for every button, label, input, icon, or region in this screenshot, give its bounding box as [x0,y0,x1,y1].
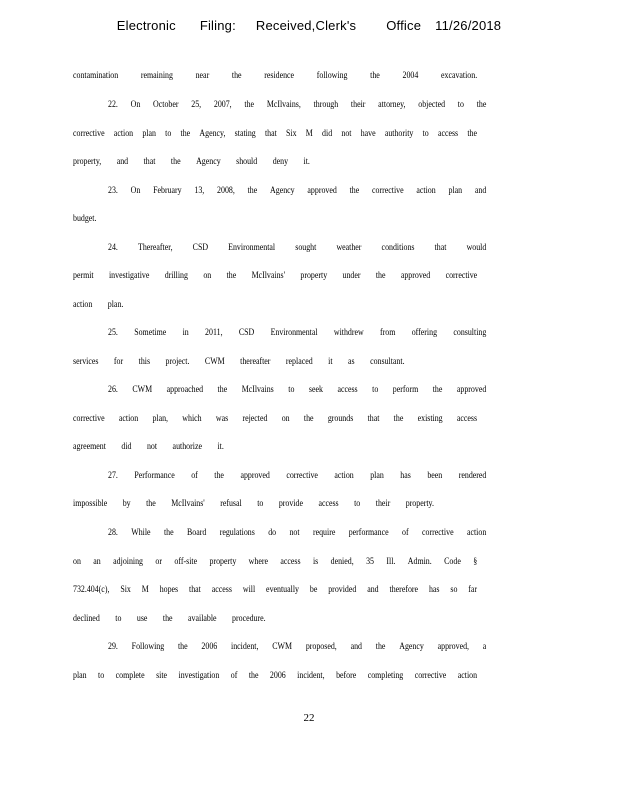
text-line [73,356,477,366]
word: offering [411,327,438,337]
text-line [73,213,477,223]
word: access [211,584,232,594]
word: 2008, [217,185,235,195]
word: existing [417,413,443,423]
word: CSD [192,242,209,252]
word: approved [400,270,431,280]
word: was [215,413,229,423]
word: and [367,584,379,594]
word: the [177,641,188,651]
word: approved [456,384,487,394]
word: that [367,413,380,423]
word: the [247,185,258,195]
word: 23. [108,185,118,195]
word: require [312,527,336,537]
word: action [334,470,354,480]
text-line [73,70,477,80]
word: 22. [108,99,118,109]
text-line [73,299,477,309]
word: Environmental [270,327,318,337]
word: to [115,613,122,623]
word: and [350,641,362,651]
word: the [231,70,242,80]
word: and [474,185,487,195]
word: will [242,584,256,594]
word: corrective [421,527,454,537]
word: property [300,270,328,280]
word: have [360,128,376,138]
text-line [73,270,477,280]
word: attorney, [378,99,406,109]
word: action [466,527,487,537]
word: 24. [108,242,118,252]
word: authority [384,128,414,138]
text-line [108,384,486,394]
word: the [248,670,259,680]
word: plan, [152,413,169,423]
word: replaced [285,356,313,366]
word: to [422,128,429,138]
word: of [191,470,198,480]
word: action [457,670,478,680]
word: the [393,413,404,423]
word: refusal [220,498,242,508]
word: Six [120,584,131,594]
text-line [73,441,477,451]
word: hopes [159,584,179,594]
word: access [280,556,301,566]
word: 29. [108,641,118,651]
word: rendered [458,470,487,480]
word: the [146,498,156,508]
word: declined [73,613,100,623]
word: Agency [196,156,221,166]
word: the [476,99,487,109]
word: adjoining [113,556,144,566]
word: access [456,413,478,423]
word: access [318,498,339,508]
word: authorize [172,441,202,451]
word: in [182,327,189,337]
text-line [108,527,486,537]
text-line [73,584,477,594]
word: corrective [73,413,105,423]
word: budget. [73,213,97,223]
word: 28. [108,527,118,537]
word: objected [418,99,446,109]
word: McIlvains' [171,498,205,508]
word: incident, [231,641,259,651]
word: of [402,527,409,537]
word: CWM [132,384,153,394]
word: 25. [108,327,118,337]
word: investigation [178,670,220,680]
word: the [303,413,314,423]
header-word-filing: Filing: [199,18,236,33]
word: 732.404(c), [73,584,110,594]
word: 13, [194,185,205,195]
word: the [217,384,228,394]
text-line [108,99,486,109]
word: project. [165,356,190,366]
word: therefore [389,584,419,594]
word: plan [370,470,384,480]
word: McIlvains [241,384,274,394]
word: as [348,356,355,366]
word: on [203,270,212,280]
word: near [195,70,210,80]
word: approved, [437,641,469,651]
word: the [226,270,237,280]
word: did [121,441,132,451]
word: corrective [414,670,447,680]
word: by [122,498,131,508]
word: proposed, [305,641,337,651]
word: the [349,185,360,195]
word: that [189,584,201,594]
word: Agency, [199,128,226,138]
word: corrective [372,185,404,195]
word: under [342,270,361,280]
word: remaining [140,70,173,80]
word: far [468,584,478,594]
word: approved [307,185,337,195]
word: Six [286,128,297,138]
word: that [434,242,447,252]
word: been [427,470,443,480]
word: M [141,584,149,594]
word: 27. [108,470,118,480]
word: 2004 [402,70,419,80]
text-line [73,156,477,166]
word: regulations [219,527,255,537]
word: off-site [174,556,198,566]
word: not [146,441,158,451]
word: property. [405,498,434,508]
word: not [289,527,300,537]
word: where [248,556,268,566]
word: through [313,99,339,109]
word: CWM [272,641,293,651]
word: consultant. [370,356,405,366]
word: corrective [445,270,478,280]
text-line [73,413,477,423]
word: 35 [366,556,374,566]
word: would [466,242,487,252]
header-word-received: Received,Clerk's [255,18,357,33]
word: seek [308,384,323,394]
word: following [316,70,348,80]
word: the [467,128,478,138]
word: to [98,670,105,680]
word: McIlvains, [266,99,301,109]
word: that [143,156,156,166]
word: 2006 [201,641,218,651]
word: 26. [108,384,118,394]
text-line [73,670,477,680]
word: their [350,99,366,109]
word: the [180,128,191,138]
word: 2011, [205,327,223,337]
word: and [116,156,129,166]
word: the [375,641,386,651]
word: permit [73,270,94,280]
word: agreement [73,441,106,451]
word: has [428,584,440,594]
word: is [312,556,319,566]
word: an [93,556,101,566]
word: investigative [108,270,150,280]
header-word-electronic: Electronic [116,18,176,33]
word: from [380,327,396,337]
word: use [136,613,148,623]
electronic-filing-header [0,18,618,33]
word: to [457,99,464,109]
header-date: 11/26/2018 [435,18,502,33]
word: excavation. [440,70,478,80]
word: Board [186,527,207,537]
word: approached [166,384,204,394]
word: before [336,670,357,680]
word: completing [367,670,404,680]
word: McIlvains' [251,270,286,280]
word: corrective [73,128,105,138]
word: not [341,128,352,138]
word: the [163,527,174,537]
word: approved [240,470,270,480]
word: property [209,556,237,566]
word: plan [448,185,463,195]
word: for [113,356,124,366]
word: the [432,384,443,394]
word: a [482,641,487,651]
word: action [416,185,436,195]
word: action [118,413,139,423]
word: incident, [297,670,325,680]
word: Performance [134,470,175,480]
word: the [214,470,224,480]
word: contamination [73,70,119,80]
word: access [337,384,358,394]
text-line [108,641,486,651]
word: it. [303,156,310,166]
word: impossible [73,498,108,508]
word: On [130,185,141,195]
word: the [170,156,181,166]
word: Code [444,556,461,566]
word: Ill. [386,556,396,566]
word: procedure. [232,613,266,623]
word: Agency [270,185,295,195]
word: on [281,413,290,423]
word: action [113,128,134,138]
word: site [156,670,168,680]
text-line [73,556,477,566]
text-line [73,128,477,138]
text-line [73,498,477,508]
word: M [305,128,313,138]
word: Following [131,641,165,651]
word: perform [392,384,419,394]
word: the [162,613,173,623]
word: February [153,185,182,195]
word: Environmental [228,242,276,252]
word: 2007, [213,99,232,109]
word: this [138,356,151,366]
word: On [130,99,141,109]
word: property, [73,156,102,166]
word: denied, [330,556,354,566]
word: on [73,556,81,566]
word: provided [328,584,357,594]
word: the [244,99,255,109]
word: that [264,128,277,138]
word: Admin. [407,556,432,566]
text-line [108,185,486,195]
word: 2006 [269,670,286,680]
word: plan [73,670,87,680]
word: which [182,413,202,423]
word: rejected [242,413,268,423]
word: the [370,70,380,80]
word: it [328,356,333,366]
word: action [73,299,93,309]
text-line [108,470,486,480]
word: stating [234,128,256,138]
text-line [108,242,486,252]
word: available [188,613,217,623]
word: do [268,527,277,537]
word: complete [115,670,145,680]
word: eventually [266,584,299,594]
word: thereafter [240,356,271,366]
word: residence [264,70,295,80]
word: corrective [286,470,318,480]
word: While [131,527,151,537]
page-number: 22 [303,712,315,724]
word: services [73,356,99,366]
word: § [473,556,478,566]
word: the [375,270,386,280]
word: provide [278,498,303,508]
word: 25, [191,99,202,109]
word: has [400,470,411,480]
word: drilling [164,270,188,280]
word: be [309,584,318,594]
word: it. [217,441,224,451]
word: of [230,670,238,680]
word: weather [336,242,362,252]
word: to [354,498,361,508]
word: to [165,128,172,138]
word: Agency [399,641,424,651]
word: October [153,99,179,109]
word: withdrew [333,327,364,337]
word: did [322,128,333,138]
text-line [73,613,477,623]
word: plan [142,128,156,138]
word: grounds [327,413,354,423]
word: or [155,556,163,566]
word: Sometime [134,327,167,337]
word: so [450,584,458,594]
word: consulting [453,327,487,337]
word: should [236,156,258,166]
word: Thereafter, [137,242,173,252]
text-line [108,327,486,337]
word: CWM [204,356,225,366]
word: to [288,384,295,394]
word: sought [295,242,317,252]
header-word-office: Office [386,18,422,33]
word: to [257,498,264,508]
word: deny [272,156,289,166]
word: their [375,498,391,508]
word: to [372,384,379,394]
word: plan. [107,299,124,309]
word: CSD [238,327,255,337]
word: conditions [381,242,415,252]
word: performance [348,527,389,537]
word: access [437,128,459,138]
